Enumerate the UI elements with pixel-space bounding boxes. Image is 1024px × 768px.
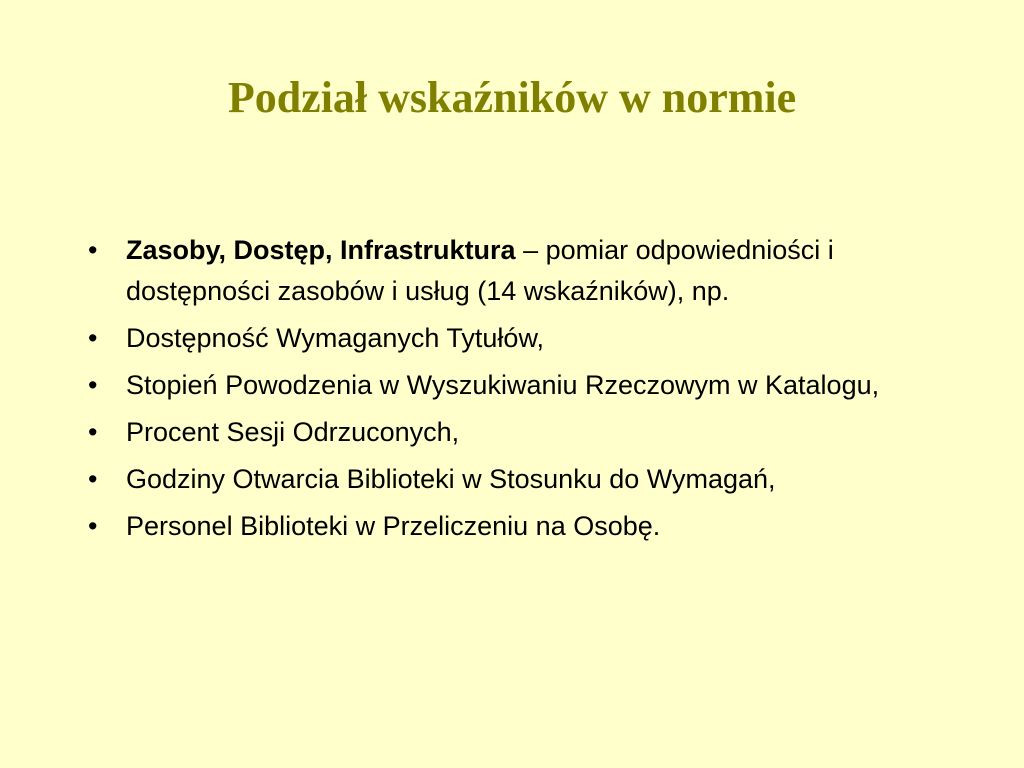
bullet-text: Dostępność Wymaganych Tytułów, <box>126 323 544 353</box>
bullet-marker: • <box>88 417 98 447</box>
bullet-text: Godziny Otwarcia Biblioteki w Stosunku do Wymagań, <box>126 464 776 494</box>
slide-title: Podział wskaźników w normie <box>227 73 797 122</box>
bullet-text: Stopień Powodzenia w Wyszukiwaniu Rzeczowym w Katalogu, <box>126 370 880 400</box>
bullet-bold-heading: Zasoby, Dostęp, Infrastruktura <box>126 235 516 265</box>
bullet-item-staff-per-capita <box>88 506 948 547</box>
bullet-marker: • <box>88 323 98 353</box>
bullet-marker: • <box>88 464 98 494</box>
bullet-item-opening-hours <box>88 459 948 500</box>
bullet-list <box>88 230 948 553</box>
bullet-text: – pomiar odpowiedniości i dostępności zasobów i usług (14 wskaźników), np. <box>126 235 834 306</box>
bullet-item-rejected-sessions <box>88 412 948 453</box>
bullet-item-catalog-search <box>88 365 948 406</box>
bullet-text: Procent Sesji Odrzuconych, <box>126 417 460 447</box>
bullet-marker: • <box>88 235 98 265</box>
bullet-marker: • <box>88 370 98 400</box>
bullet-item-required-titles <box>88 318 948 359</box>
bullet-item-resources <box>88 230 948 312</box>
bullet-marker: • <box>88 511 98 541</box>
bullet-text: Personel Biblioteki w Przeliczeniu na Osobę. <box>126 511 661 541</box>
